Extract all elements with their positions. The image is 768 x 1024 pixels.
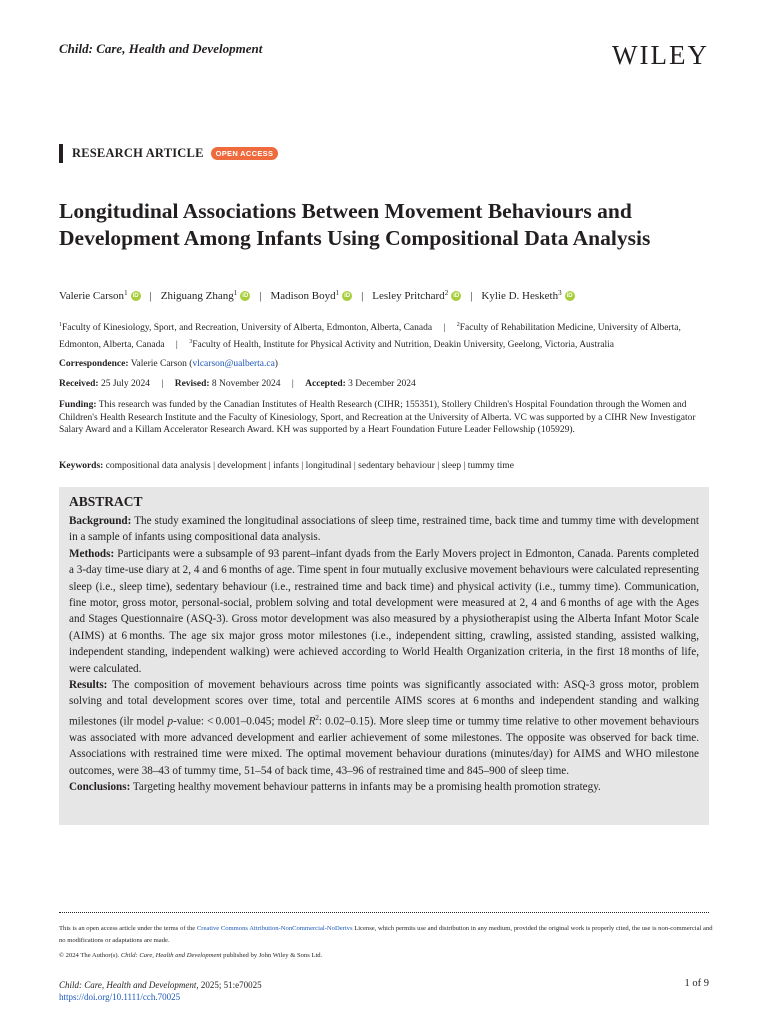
- correspondence-email-link[interactable]: vlcarson@ualberta.ca: [192, 359, 275, 369]
- author-boyd[interactable]: [270, 290, 352, 302]
- license-note: [59, 923, 714, 947]
- orcid-icon[interactable]: iD: [566, 293, 573, 299]
- footer-divider: [59, 912, 709, 913]
- author-name: Zhiguang Zhang: [160, 290, 234, 302]
- orcid-icon[interactable]: iD: [242, 293, 249, 299]
- conclusions-label: Conclusions:: [69, 781, 131, 794]
- affiliation-sup: 2: [444, 289, 449, 297]
- abstract-heading: ABSTRACT: [69, 494, 143, 509]
- correspondence-name: Valerie Carson: [130, 359, 187, 369]
- p-symbol: p: [167, 715, 174, 728]
- copyright-line: [59, 952, 322, 959]
- author-name: Kylie D. Hesketh: [481, 290, 559, 302]
- author-zhang[interactable]: [161, 290, 251, 302]
- affiliations: [59, 318, 709, 352]
- funding-text: This research was funded by the Canadian Institutes of Health Research (CIHR; 155351), Stollery Children's Hospital Foundation through the Women and Children's Health Research Institute and the Faculty of Kinesiology, Sport, and Recreation at the University of Alberta. VC was supported by a CIHR New Investigator Salary Award and a Killam Accelerator Research Award. KH was supported by a Heart Foundation Future Leader Fellowship (105929).: [59, 400, 696, 435]
- author-separator: |: [149, 290, 152, 302]
- r-squared-sup: 2: [315, 713, 319, 722]
- correspondence-label: Correspondence:: [59, 359, 129, 369]
- revised-label: Revised:: [174, 379, 210, 389]
- affiliation-2: Faculty of Rehabilitation Medicine, University of Alberta, Edmonton, Alberta, Canada: [59, 323, 681, 351]
- received-date: 25 July 2024: [100, 379, 151, 389]
- affiliation-sup: 3: [189, 339, 193, 346]
- affiliation-3: Faculty of Health, Institute for Physical Activity and Nutrition, Deakin University, Geelong, Victoria, Australia: [192, 340, 615, 351]
- author-separator: |: [259, 290, 262, 302]
- author-pritchard[interactable]: [372, 290, 461, 302]
- author-separator: |: [470, 290, 473, 302]
- abstract-methods: [69, 546, 699, 677]
- affiliation-separator: |: [443, 323, 446, 334]
- copyright-text-b: published by John Wiley & Sons Ltd.: [221, 952, 323, 959]
- author-separator: |: [361, 290, 364, 302]
- orcid-icon[interactable]: iD: [132, 293, 139, 299]
- correspondence: Correspondence: Valerie Carson (vlcarson@ualberta.ca): [59, 359, 278, 369]
- author-list: [59, 290, 575, 302]
- orcid-icon[interactable]: iD: [344, 293, 351, 299]
- license-text-a: This is an open access article under the terms of the: [59, 925, 197, 932]
- abstract-conclusions: [69, 779, 699, 795]
- results-text-a: The composition of movement behaviours across time points was significantly associated with: ASQ-3 gross motor, problem solving and total development scores over time, total and percentile AIMS scores at 6 months and independent standing and walking milestones (ilr model: [69, 679, 699, 728]
- abstract-box: [59, 487, 709, 825]
- author-name: Lesley Pritchard: [372, 290, 445, 302]
- conclusions-text: Targeting healthy movement behaviour patterns in infants may be a promising health promotion strategy.: [132, 781, 601, 794]
- publisher-logo: WILEY: [612, 40, 709, 70]
- background-label: Background:: [69, 515, 132, 527]
- funding-label: Funding:: [59, 400, 97, 410]
- affiliation-1: Faculty of Kinesiology, Sport, and Recreation, University of Alberta, Edmonton, Alberta, Canada: [62, 323, 433, 334]
- affiliation-sup: 1: [233, 289, 238, 297]
- orcid-icon[interactable]: iD: [453, 293, 460, 299]
- results-label: Results:: [69, 679, 108, 692]
- affiliation-sup: 1: [335, 289, 340, 297]
- copyright-text-a: © 2024 The Author(s).: [59, 952, 121, 959]
- author-name: Madison Boyd: [270, 290, 336, 302]
- abstract-background: [69, 513, 699, 546]
- date-separator: |: [161, 379, 164, 389]
- open-access-badge: OPEN ACCESS: [211, 147, 279, 160]
- author-hesketh[interactable]: [481, 290, 574, 302]
- license-link[interactable]: Creative Commons Attribution-NonCommercial-NoDerivs: [196, 925, 353, 932]
- affiliation-sup: 2: [456, 322, 460, 328]
- keywords: [59, 460, 709, 473]
- abstract-results: [69, 677, 699, 779]
- copyright-journal: Child: Care, Health and Development: [120, 952, 222, 959]
- revised-date: 8 November 2024: [211, 379, 281, 389]
- received-label: Received:: [59, 379, 99, 389]
- date-separator: |: [291, 379, 294, 389]
- author-name: Valerie Carson: [59, 290, 125, 302]
- affiliation-separator: |: [175, 340, 178, 351]
- accepted-date: 3 December 2024: [348, 379, 416, 389]
- journal-name: Child: Care, Health and Development: [59, 41, 263, 56]
- methods-label: Methods:: [69, 547, 115, 560]
- methods-text: Participants were a subsample of 93 parent–infant dyads from the Early Movers project in Edmonton, Canada. Parents completed a 3-day time-use diary at 2, 4 and 6 months of age. Time spent in four mutually exclusive movement behaviours were calculated representing sleep (i.e., sleep time), sedentary behaviour (i.e., restrained time and back time) and physical activity (i.e., tummy time). Communication, fine motor, gross motor, personal-social, problem solving and total development were measured at 2, 4 and 6 months of age with the Ages and Stages Questionnaire (ASQ-3). Gross motor development was also measured by a physiotherapist using the Alberta Infant Motor Scale (AIMS) at 6 months. The age six major gross motor milestones (i.e., independent sitting, crawling, assisted standing, assisted walking, independent standing, independent walking) were achieved according to World Health Organization criteria, in the first 18 months of life, were calculated.: [69, 547, 699, 675]
- article-type-label: RESEARCH ARTICLE: [72, 146, 204, 160]
- doi-link[interactable]: https://doi.org/10.1111/cch.70025: [59, 992, 181, 1002]
- citation: [59, 979, 262, 1003]
- keywords-text: compositional data analysis | development | infants | longitudinal | sedentary behaviour | sleep | tummy time: [105, 461, 514, 471]
- results-text-b: -value: < 0.001–0.045; model: [173, 715, 309, 728]
- author-carson[interactable]: [59, 290, 141, 302]
- keywords-label: Keywords:: [59, 461, 104, 471]
- cite-volume: 2025; 51:e70025: [198, 980, 262, 990]
- affiliation-sup: 3: [558, 289, 562, 297]
- affiliation-sup: 1: [124, 289, 128, 297]
- page-number: 1 of 9: [684, 978, 709, 989]
- funding: [59, 399, 709, 437]
- results-text-c: : 0.02–0.15). More sleep time or tummy time relative to other movement behaviours was associated with more advanced development and earlier achievement of some milestones. The opposite was observed for back time. Associations with restrained time were mixed. The optimal movement behaviour durations (minutes/day) for AIMS and WHO milestone outcomes, were 38–43 of tummy time, 51–54 of back time, 43–96 of restrained time and 845–900 of sleep time.: [69, 715, 699, 777]
- article-type-bar: [59, 144, 278, 163]
- accepted-label: Accepted:: [305, 379, 346, 389]
- background-text: The study examined the longitudinal associations of sleep time, restrained time, back time and tummy time with development in a sample of infants using compositional data analysis.: [69, 515, 699, 544]
- affiliation-sup: 1: [59, 322, 62, 328]
- article-title: Longitudinal Associations Between Movement Behaviours and Development Among Infants Using Compositional Data Analysis: [59, 199, 651, 250]
- cite-journal: Child: Care, Health and Development,: [59, 980, 199, 990]
- history-dates: [59, 378, 709, 391]
- license-text-b: License, which permits use and distribution in any medium, provided the original work is properly cited, the use is non-commercial and no modifications or adaptations are made.: [59, 925, 713, 944]
- r-symbol: R: [308, 715, 316, 728]
